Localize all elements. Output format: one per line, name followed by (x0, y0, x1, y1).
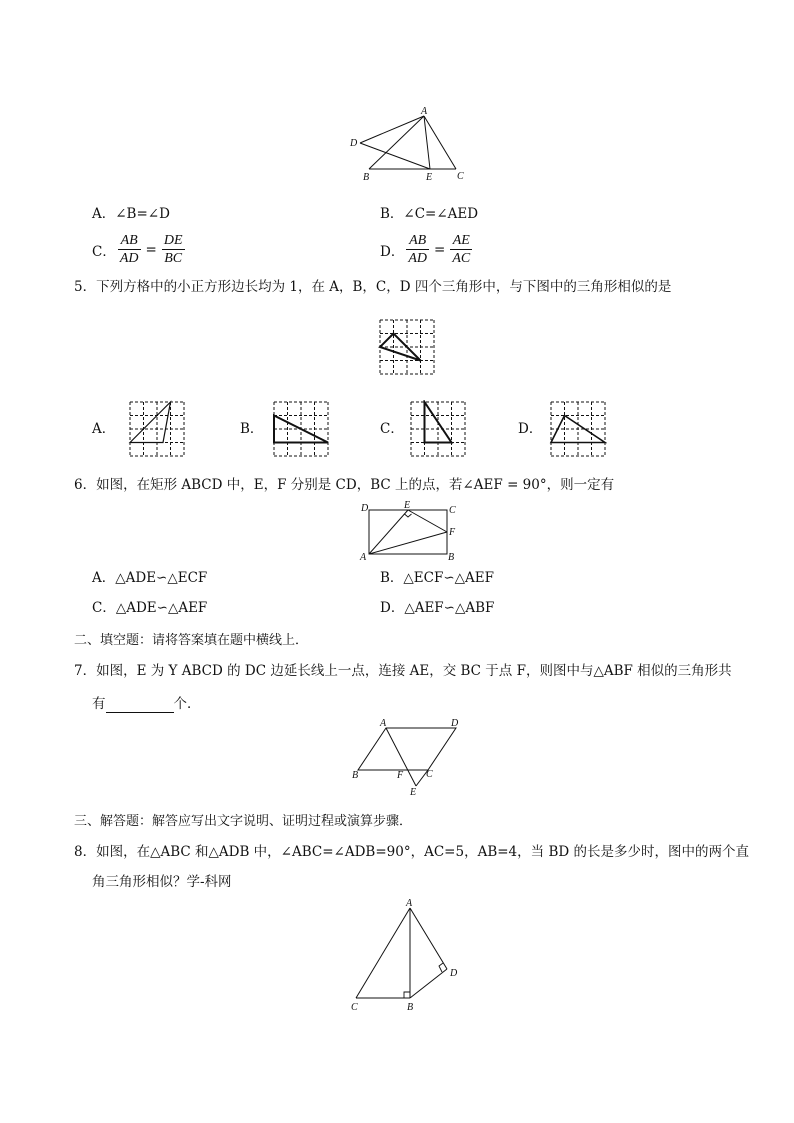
q6-question: 6．如图，在矩形 ABCD 中，E，F 分别是 CD，BC 上的点，若∠AEF = 90°，则一定有 (74, 477, 615, 493)
q8-label-d: D (450, 968, 458, 979)
q5-option-b-grid[interactable] (272, 400, 330, 458)
q4-option-d[interactable] (380, 232, 474, 267)
q6-option-a[interactable]: A．△ADE∽△ECF (92, 570, 208, 586)
section-answer-heading: 三、解答题：解答应写出文字说明、证明过程或演算步骤． (74, 814, 413, 829)
q4-option-c-frac2: $\frac{DE}{BC}$ (163, 233, 183, 266)
q4-option-d-frac2: $\frac{AE}{AC}$ (452, 233, 471, 266)
q4-option-c-frac1: $\frac{AB}{AD}$ (119, 233, 139, 266)
q6-label-d: D (361, 503, 369, 514)
q6-option-c[interactable]: C．△ADE∽△AEF (92, 600, 208, 616)
q7-label-b: B (352, 770, 359, 781)
q5-option-d-grid[interactable] (549, 400, 607, 458)
equals-sign: = (434, 241, 446, 258)
q6-label-b: B (448, 552, 455, 562)
q5-option-c-grid[interactable] (409, 400, 467, 458)
q7-label-c: C (426, 769, 433, 780)
section-fill-in-heading: 二、填空题：请将答案填在题中横线上． (74, 633, 309, 648)
q5-option-c-label[interactable]: C． (380, 421, 404, 437)
q7-figure (348, 718, 468, 798)
q5-option-a-label[interactable]: A． (92, 421, 116, 437)
q5-reference-grid (378, 318, 436, 376)
q8-question-line2: 角三角形相似？学-科网 (92, 874, 232, 890)
q6-option-d[interactable]: D．△AEF∽△ABF (380, 600, 495, 616)
q6-label-c: C (449, 505, 456, 516)
q4-option-d-prefix: D． (380, 243, 405, 260)
q4-option-b[interactable]: B．∠C=∠AED (380, 206, 479, 222)
q7-answer-blank[interactable] (106, 698, 174, 713)
q6-option-b[interactable]: B．△ECF∽△AEF (380, 570, 495, 586)
q7-line2-suffix: 个． (173, 696, 201, 712)
q6-label-e: E (404, 500, 411, 511)
q5-option-a-grid[interactable] (128, 400, 186, 458)
q8-label-b: B (407, 1002, 414, 1013)
q5-option-b-label[interactable]: B． (240, 421, 264, 437)
q4-option-c[interactable] (92, 232, 187, 267)
q7-label-a: A (380, 718, 387, 729)
q4-label-c: C (457, 171, 464, 182)
q6-label-a: A (360, 552, 367, 562)
q4-figure (346, 106, 470, 184)
q4-label-d: D (350, 138, 358, 149)
q4-option-c-prefix: C． (92, 243, 116, 260)
q8-question-line1: 8．如图，在△ABC 和△ADB 中，∠ABC=∠ADB=90°，AC=5，AB=4，当 BD 的长是多少时，图中的两个直 (74, 844, 749, 860)
q6-figure (356, 500, 464, 562)
q8-label-c: C (351, 1002, 358, 1013)
q4-label-b: B (363, 172, 370, 183)
q7-question-line1: 7．如图，E 为 Y ABCD 的 DC 边延长线上一点，连接 AE，交 BC 于点 F，则图中与△ABF 相似的三角形共 (74, 663, 732, 679)
q7-line2-prefix: 有 (92, 696, 106, 712)
q5-option-d-label[interactable]: D． (518, 421, 543, 437)
q4-label-a: A (421, 106, 428, 117)
q6-label-f: F (449, 527, 456, 538)
q5-question: 5．下列方格中的小正方形边长均为 1，在 A，B，C，D 四个三角形中，与下图中的三角形相似的是 (74, 279, 672, 295)
q4-label-e: E (426, 172, 433, 183)
q4-option-d-frac1: $\frac{AB}{AD}$ (408, 233, 427, 266)
q7-label-f: F (397, 770, 404, 781)
q4-option-a[interactable]: A．∠B=∠D (92, 206, 170, 222)
q7-question-line2 (92, 695, 201, 713)
q8-figure (346, 896, 470, 1018)
q7-label-d: D (451, 718, 459, 729)
q7-label-e: E (410, 787, 417, 798)
q8-label-a: A (406, 898, 413, 909)
equals-sign: = (145, 241, 157, 258)
